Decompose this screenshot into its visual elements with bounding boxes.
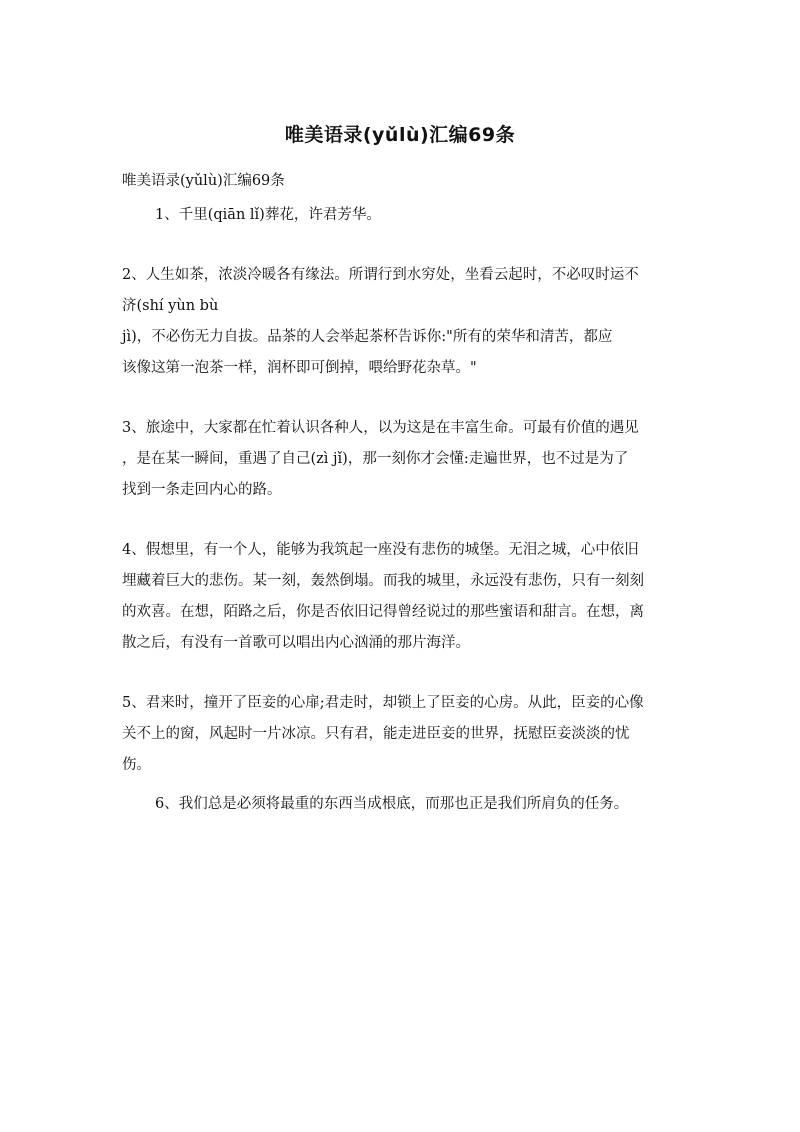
paragraph-5: [122, 688, 677, 781]
paragraph-line: 该像这第一泡茶一样，润杯即可倒掉，喂给野花杂草。": [122, 360, 477, 376]
document-subtitle: 唯美语录(yǔlù)汇编69条: [122, 173, 285, 189]
paragraph-1: [122, 200, 677, 231]
paragraph-line: 3、旅途中，大家都在忙着认识各种人，以为这是在丰富生命。可最有价值的遇见: [122, 420, 639, 436]
document-title: 唯美语录(yǔlù)汇编69条: [284, 124, 516, 146]
paragraph-4: [122, 535, 677, 659]
paragraph-line: 2、人生如茶，浓淡冷暖各有缘法。所谓行到水穷处，坐看云起时，不必叹时运不: [122, 267, 639, 283]
paragraph-line: 找到一条走回内心的路。: [122, 482, 282, 498]
paragraph-line: jì)，不必伤无力自拔。品茶的人会举起茶杯告诉你:"所有的荣华和清苦，都应: [122, 329, 613, 345]
paragraph-line: 济(shí yùn bù: [122, 298, 219, 314]
document-body: [122, 200, 677, 849]
paragraph-line: 伤。: [122, 757, 151, 773]
paragraph-line: 关不上的窗，风起时一片冰凉。只有君，能走进臣妾的世界，抚慰臣妾淡淡的忧: [122, 726, 630, 742]
paragraph-line: 散之后，有没有一首歌可以唱出内心汹涌的那片海洋。: [122, 635, 470, 651]
paragraph-line: 埋藏着巨大的悲伤。某一刻，轰然倒塌。而我的城里，永远没有悲伤，只有一刻刻: [122, 573, 644, 589]
paragraph-line: 4、假想里，有一个人，能够为我筑起一座没有悲伤的城堡。无泪之城，心中依旧: [122, 542, 639, 558]
paragraph-6: [122, 789, 677, 820]
paragraph-2: [122, 260, 677, 384]
paragraph-line: 6、我们总是必须将最重的东西当成根底，而那也正是我们所肩负的任务。: [155, 796, 629, 812]
paragraph-line: ，是在某一瞬间，重遇了自己(zì jǐ)，那一刻你才会懂:走遍世界，也不过是为了: [122, 451, 629, 467]
paragraph-line: 1、千里(qiān lǐ)葬花，许君芳华。: [155, 207, 381, 223]
paragraph-3: [122, 413, 677, 506]
paragraph-line: 的欢喜。在想，陌路之后，你是否依旧记得曾经说过的那些蜜语和甜言。在想，离: [122, 604, 644, 620]
paragraph-line: 5、君来时，撞开了臣妾的心扉;君走时，却锁上了臣妾的心房。从此，臣妾的心像: [122, 695, 644, 711]
